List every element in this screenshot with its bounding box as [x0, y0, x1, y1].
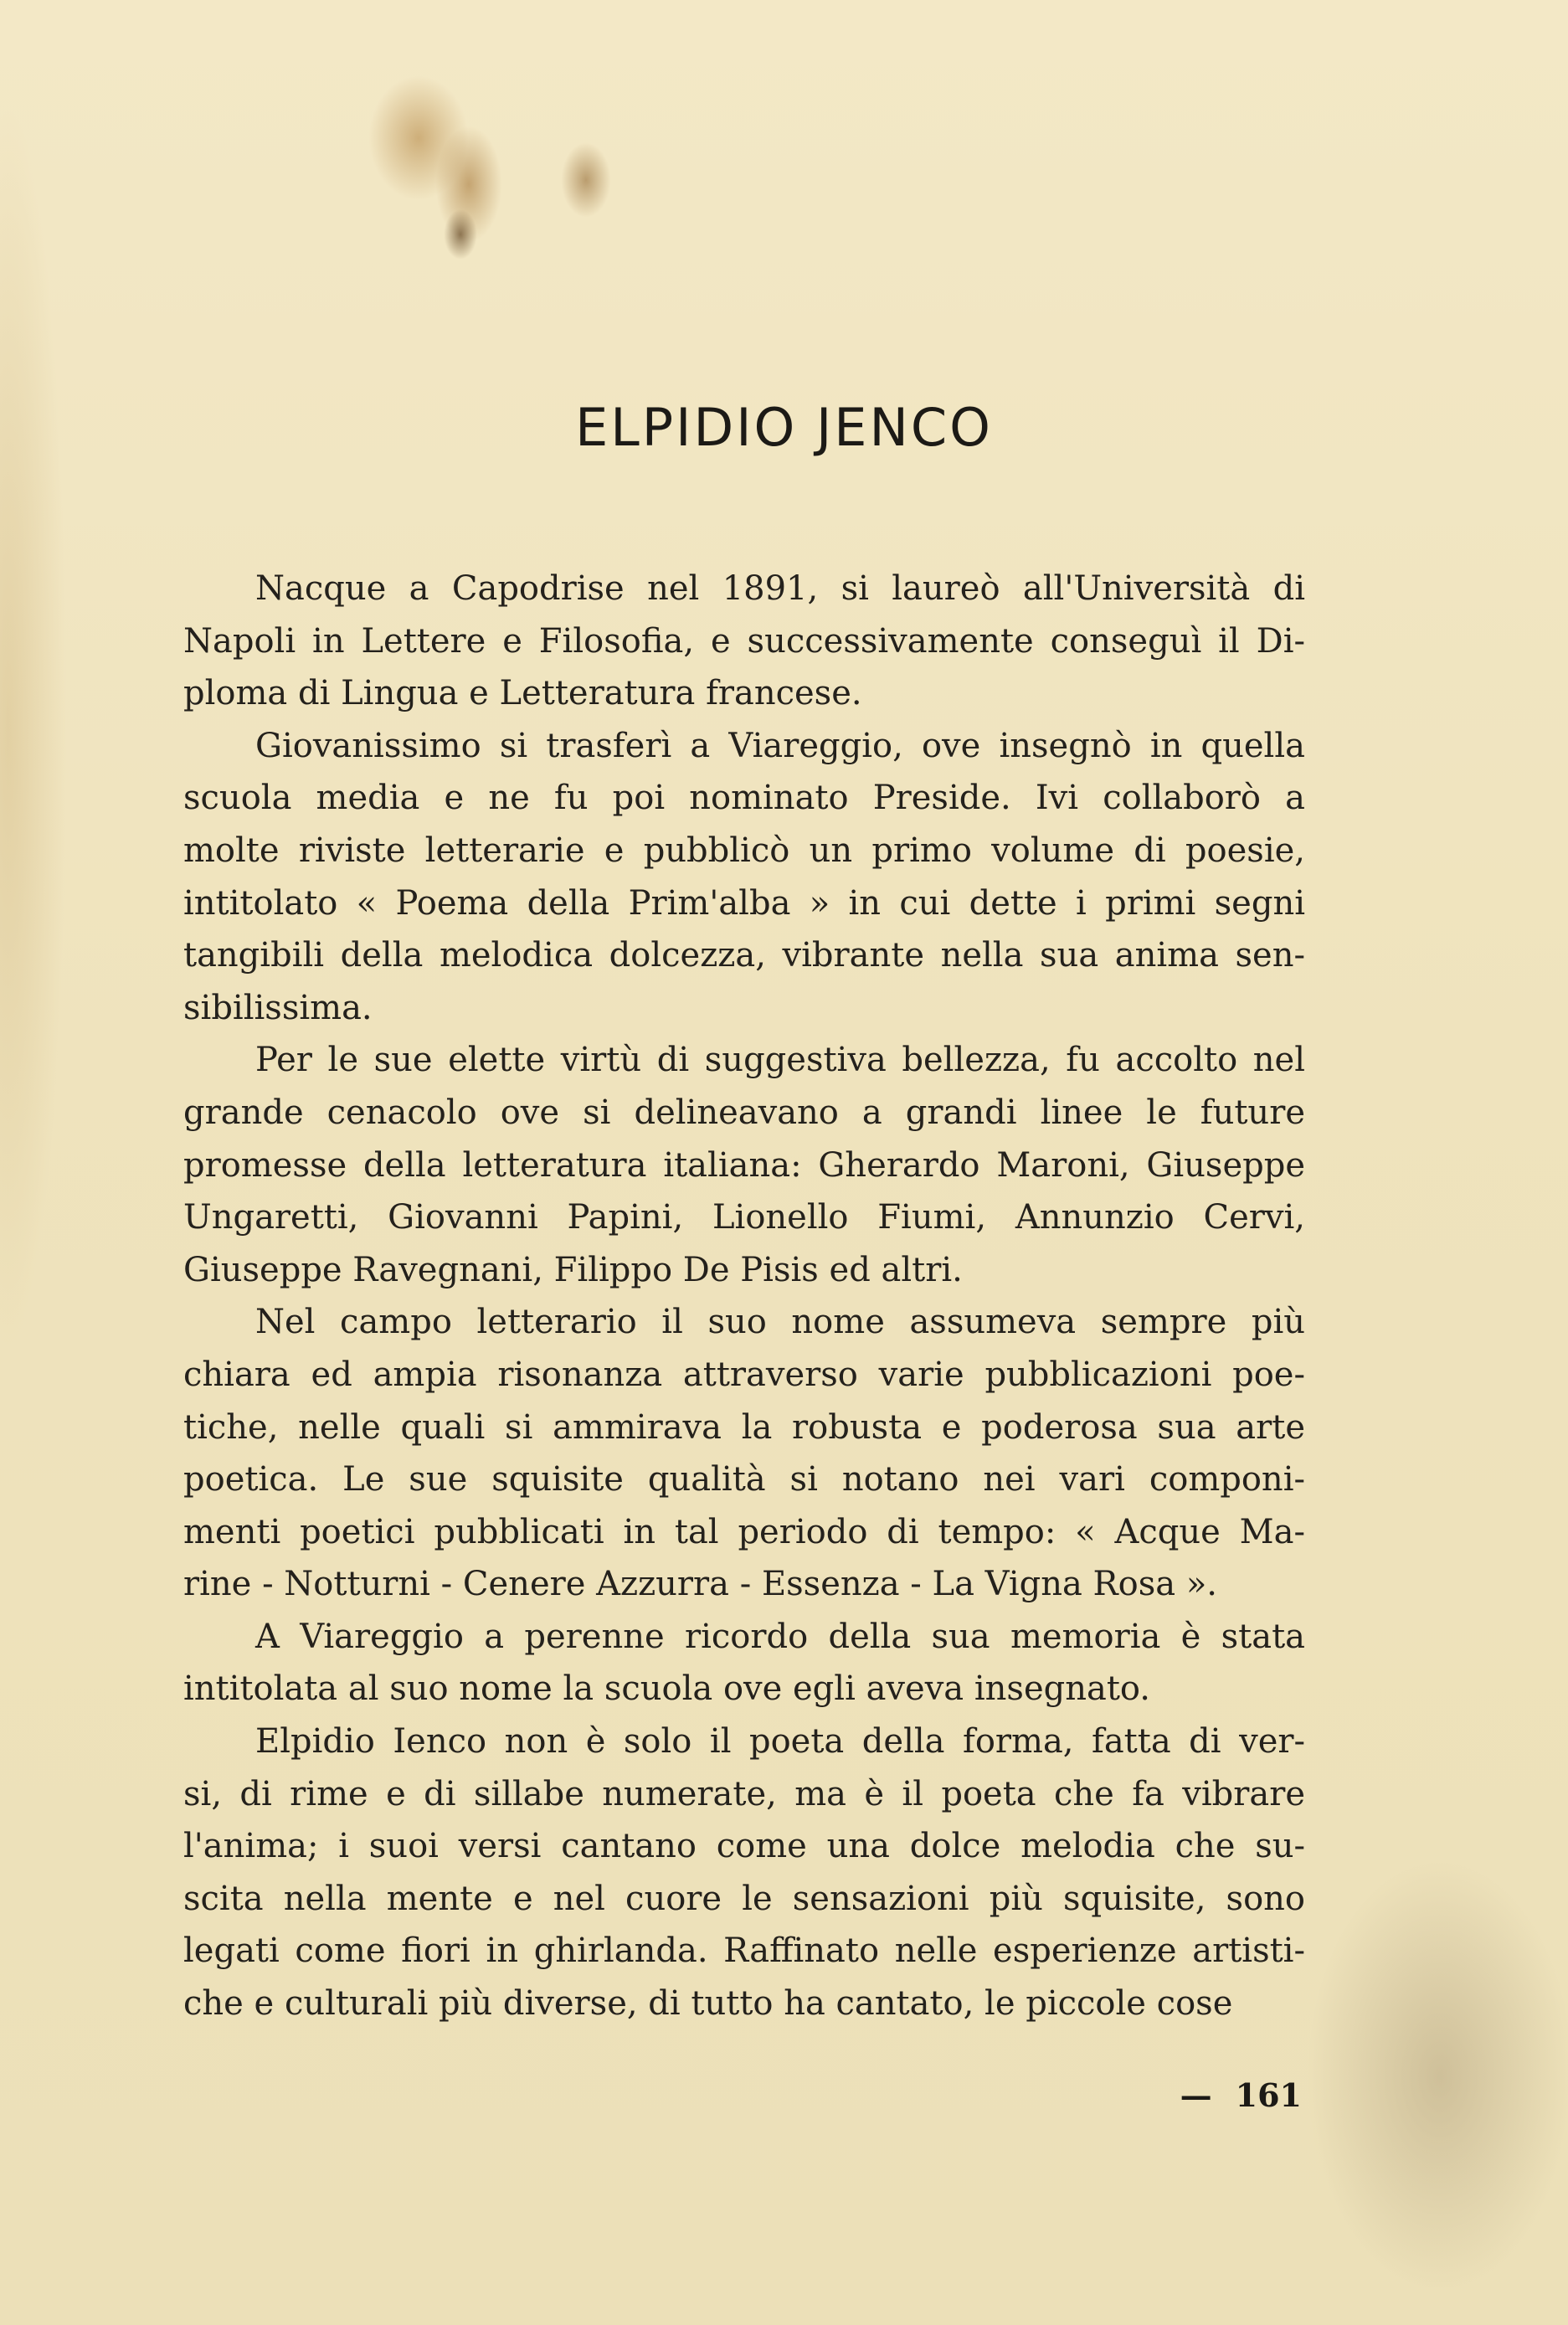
text-line: intitolato « Poema della Prim'alba » in cui dette i primi segni [183, 883, 1305, 923]
text-line: Ungaretti, Giovanni Papini, Lionello Fiumi, Annunzio Cervi, [183, 1198, 1305, 1237]
paper-stain [435, 126, 502, 243]
text-line: tangibili della melodica dolcezza, vibrante nella sua anima sen- [183, 936, 1305, 975]
text-line: intitolata al suo nome la scuola ove egli aveva insegnato. [183, 1669, 1150, 1709]
text-line: poetica. Le sue squisite qualità si notano nei vari componi- [183, 1460, 1305, 1499]
paper-stain [0, 100, 67, 1356]
text-line: Elpidio Ienco non è solo il poeta della forma, fatta di ver- [255, 1722, 1305, 1762]
paper-stain [368, 75, 469, 201]
text-line: sibilissima. [183, 988, 373, 1027]
text-line: grande cenacolo ove si delineavano a grandi linee le future [183, 1093, 1305, 1132]
text-line: Giovanissimo si trasferì a Viareggio, ove insegnò in quella [255, 726, 1305, 765]
text-line: A Viareggio a perenne ricordo della sua memoria è stata [255, 1617, 1305, 1656]
text-line: promesse della letteratura italiana: Gherardo Maroni, Giuseppe [183, 1145, 1305, 1185]
text-line: molte riviste letterarie e pubblicò un primo volume di poesie, [183, 831, 1305, 870]
text-line: Nacque a Capodrise nel 1891, si laureò all'Università di [255, 569, 1305, 608]
footer-dash: — [1180, 2076, 1212, 2114]
text-line: ploma di Lingua e Letteratura francese. [183, 674, 862, 713]
text-line: legati come fiori in ghirlanda. Raffinato nelle esperienze artisti- [183, 1931, 1305, 1971]
text-line: che e culturali più diverse, di tutto ha cantato, le piccole cose [183, 1984, 1233, 2024]
paragraph [183, 720, 1305, 1035]
body-text [183, 563, 1305, 2030]
paper-stain [561, 142, 611, 218]
text-line: scita nella mente e nel cuore le sensazioni più squisite, sono [183, 1879, 1305, 1918]
text-line: Per le sue elette virtù di suggestiva bellezza, fu accolto nel [255, 1041, 1305, 1080]
paper-stain [1306, 1859, 1568, 2294]
paragraph [183, 563, 1305, 720]
text-line: chiara ed ampia risonanza attraverso varie pubblicazioni poe- [183, 1355, 1305, 1394]
text-line: rine - Notturni - Cenere Azzurra - Essenza - La Vigna Rosa ». [183, 1565, 1218, 1604]
text-line: Napoli in Lettere e Filosofia, e successivamente conseguì il Di- [183, 621, 1305, 661]
text-line: si, di rime e di sillabe numerate, ma è il poeta che fa vibrare [183, 1774, 1305, 1813]
page-number: 161 [1235, 2076, 1302, 2114]
text-line: Giuseppe Ravegnani, Filippo De Pisis ed altri. [183, 1250, 963, 1289]
paragraph [183, 1611, 1305, 1715]
page-footer [1180, 2076, 1302, 2114]
page-title: ELPIDIO JENCO [575, 397, 993, 458]
paper-stain [444, 209, 477, 260]
text-line: tiche, nelle quali si ammirava la robusta e poderosa sua arte [183, 1407, 1305, 1447]
paragraph [183, 1715, 1305, 2030]
text-line: scuola media e ne fu poi nominato Preside. Ivi collaborò a [183, 779, 1305, 818]
text-line: l'anima; i suoi versi cantano come una dolce melodia che su- [183, 1827, 1305, 1866]
text-line: menti poetici pubblicati in tal periodo di tempo: « Acque Ma- [183, 1512, 1305, 1551]
paragraph [183, 1034, 1305, 1296]
paragraph [183, 1296, 1305, 1611]
text-line: Nel campo letterario il suo nome assumeva sempre più [255, 1303, 1305, 1342]
